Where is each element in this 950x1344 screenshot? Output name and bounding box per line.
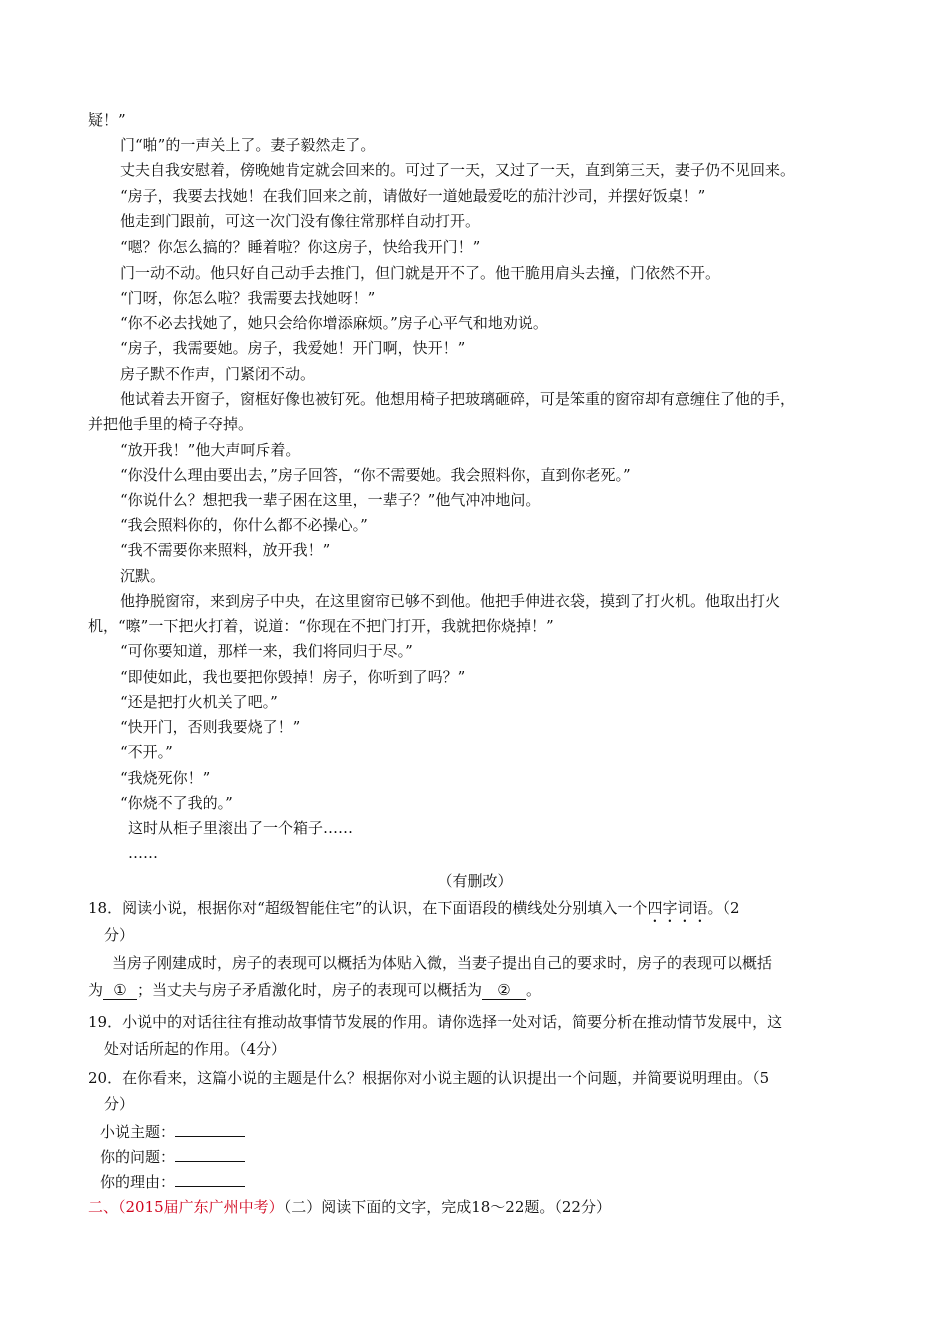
theme-answer-row (100, 1120, 245, 1142)
question-20-cont: 分） (104, 1095, 135, 1113)
answer-blank-2[interactable]: ② (482, 981, 526, 1000)
story-line: “房子，我要去找她！在我们回来之前，请做好一道她最爱吃的茄汁沙司，并摆好饭桌！” (120, 187, 706, 205)
theme-answer-blank[interactable] (175, 1120, 245, 1137)
question-18-cont: 分） (104, 926, 135, 944)
emphasized-term: 四字词语 (647, 899, 708, 917)
story-line: “不开。” (120, 743, 173, 761)
question-18-paragraph: 当房子刚建成时，房子的表现可以概括为体贴入微，当妻子提出自己的要求时，房子的表现可以概括 (112, 954, 773, 972)
story-line: …… (128, 844, 158, 862)
story-line: “可你要知道，那样一来，我们将同归于尽。” (120, 642, 413, 660)
story-line: 沉默。 (120, 567, 166, 585)
story-line: 他挣脱窗帘，来到房子中央，在这里窗帘已够不到他。他把手伸进衣袋，摸到了打火机。他取出打火 (120, 592, 781, 610)
story-line: “还是把打火机关了吧。” (120, 693, 278, 711)
story-line: 丈夫自我安慰着，傍晚她肯定就会回来的。可过了一天，又过了一天，直到第三天，妻子仍不见回来。 (120, 161, 796, 179)
question-answer-blank[interactable] (175, 1145, 245, 1162)
story-line: 并把他手里的椅子夺掉。 (88, 415, 254, 433)
theme-label: 小说主题： (100, 1123, 176, 1141)
section-2-heading (88, 1197, 611, 1217)
story-line: 这时从柜子里滚出了一个箱子…… (128, 819, 354, 837)
question-label: 你的问题： (100, 1148, 176, 1166)
section-2-instruction: （二）阅读下面的文字，完成18～22题。（22分） (283, 1198, 611, 1216)
story-line: 房子默不作声，门紧闭不动。 (120, 365, 316, 383)
story-line: “放开我！”他大声呵斥着。 (120, 441, 301, 459)
question-20: 20．在你看来，这篇小说的主题是什么？根据你对小说主题的认识提出一个问题，并简要说明理由。（5 (88, 1069, 770, 1087)
question-19-cont: 处对话所起的作用。（4分） (104, 1040, 287, 1058)
source-note: （有删改） (437, 872, 513, 890)
reason-answer-row (100, 1170, 245, 1192)
story-line: “你烧不了我的。” (120, 794, 233, 812)
question-answer-row (100, 1145, 245, 1167)
question-18-paragraph-cont: 为 ① ；当丈夫与房子矛盾激化时，房子的表现可以概括为 ② 。 (88, 981, 542, 999)
story-line: “门呀，你怎么啦？我需要去找她呀！” (120, 289, 376, 307)
story-line: “房子，我需要她。房子，我爱她！开门啊，快开！” (120, 339, 466, 357)
story-line: “即使如此，我也要把你毁掉！房子，你听到了吗？” (120, 668, 466, 686)
question-18-score: 。（2 (707, 899, 740, 917)
question-18-text: 18．阅读小说，根据你对“超级智能住宅”的认识，在下面语段的横线处分别填入一个 (88, 899, 648, 917)
story-line: “我会照料你的，你什么都不必操心。” (120, 516, 368, 534)
story-line: 他试着去开窗子，窗框好像也被钉死。他想用椅子把玻璃砸碎，可是笨重的窗帘却有意缠住了他的手， (120, 390, 796, 408)
story-line: “你不必去找她了，她只会给你增添麻烦。”房子心平气和地劝说。 (120, 314, 548, 332)
story-line: “我烧死你！” (120, 769, 211, 787)
reason-label: 你的理由： (100, 1173, 176, 1191)
reason-answer-blank[interactable] (175, 1170, 245, 1187)
story-line: “嗯？你怎么搞的？睡着啦？你这房子，快给我开门！” (120, 238, 481, 256)
story-line: 机，“嚓”一下把火打着，说道：“你现在不把门打开，我就把你烧掉！” (88, 617, 554, 635)
section-2-source: 二、（2015届广东广州中考） (88, 1198, 284, 1216)
answer-blank-1[interactable]: ① (103, 981, 137, 1000)
story-line: “我不需要你来照料，放开我！” (120, 541, 331, 559)
story-line: 他走到门跟前，可这一次门没有像往常那样自动打开。 (120, 212, 481, 230)
question-18 (88, 898, 740, 926)
story-line: 门一动不动。他只好自己动手去推门，但门就是开不了。他干脆用肩头去撞，门依然不开。 (120, 264, 721, 282)
story-line: 门“啪”的一声关上了。妻子毅然走了。 (120, 136, 376, 154)
question-19: 19．小说中的对话往往有推动故事情节发展的作用。请你选择一处对话，简要分析在推动情节发展中，这 (88, 1013, 783, 1031)
story-line: “你说什么？想把我一辈子困在这里，一辈子？”他气冲冲地问。 (120, 491, 541, 509)
story-line: 疑！” (88, 111, 126, 129)
story-line: “快开门，否则我要烧了！” (120, 718, 301, 736)
story-line: “你没什么理由要出去，”房子回答，“你不需要她。我会照料你，直到你老死。” (120, 466, 631, 484)
